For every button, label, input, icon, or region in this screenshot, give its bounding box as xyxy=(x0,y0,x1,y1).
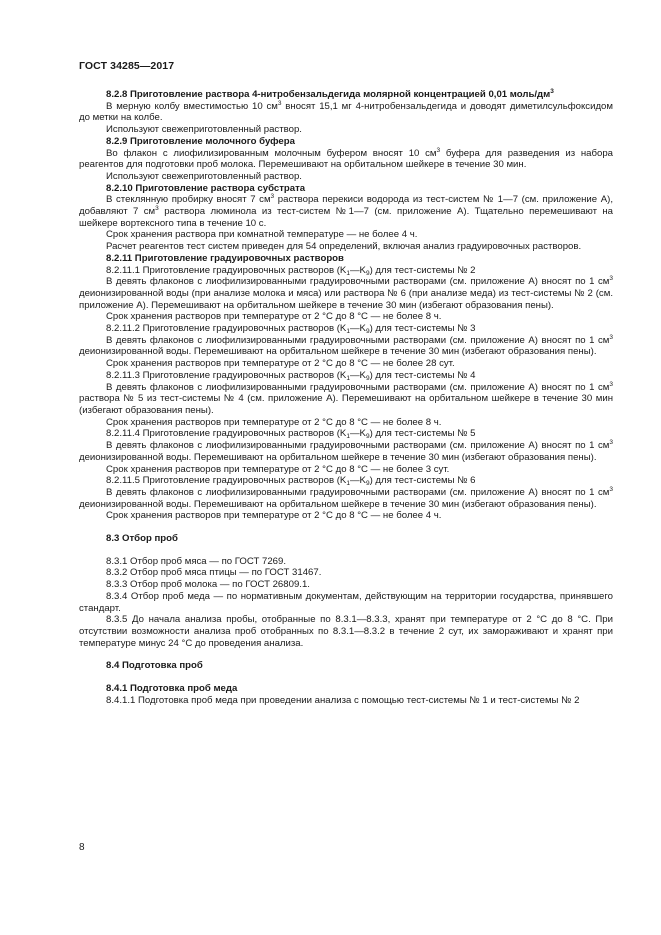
paragraph: 8.4.1.1 Подготовка проб меда при проведении анализа с помощью тест-системы № 1 и тест-системы № 2 xyxy=(106,694,580,706)
paragraph: В девять флаконов с лиофилизированными градуировочными растворами (см. приложение А) вносят по 1 $см^3$ раствора № 5 из тест-системы № 4 (см. приложение А). Перемешивают на орбитальном шейкере в течение 30 мин (избегают образования пены). xyxy=(79,380,613,416)
document-header: ГОСТ 34285—2017 xyxy=(79,60,175,72)
paragraph: 8.3.4 Отбор проб меда — по нормативным документам, действующим на территории государства, принявшего стандарт. xyxy=(79,590,613,614)
section-heading: 8.2.8 Приготовление раствора 4-нитробензальдегида молярной концентрацией 0,01 моль/$дм^3$ xyxy=(106,88,554,100)
section-heading: 8.4 Подготовка проб xyxy=(106,660,203,672)
paragraph: Срок хранения растворов при температуре от 2 °С до 8 °С — не более 28 сут. xyxy=(106,358,455,370)
subsection-heading: 8.2.11.4 Приготовление градуировочных растворов $(K_1—K_9)$ для тест-системы № 5 xyxy=(106,428,476,441)
section-heading: 8.4.1 Подготовка проб меда xyxy=(106,683,238,695)
subsection-heading: 8.2.11.2 Приготовление градуировочных растворов $(K_1—K_9)$ для тест-системы № 3 xyxy=(106,323,476,336)
paragraph: Используют свежеприготовленный раствор. xyxy=(106,170,302,182)
paragraph: Во флакон с лиофилизированным молочным буфером вносят 10 $см^3$ буфера для разведения из набора реагентов для подготовки проб молока. Перемешивают на орбитальном шейкере в течение 30 мин. xyxy=(79,146,613,171)
paragraph: Срок хранения растворов при температуре от 2 °С до 8 °С — не более 3 сут. xyxy=(106,463,450,475)
paragraph: Срок хранения растворов при температуре от 2 °С до 8 °С — не более 8 ч. xyxy=(106,311,442,323)
paragraph: В девять флаконов с лиофилизированными градуировочными растворами (см. приложение А) вносят по 1 $см^3$ деионизированной воды (при анализе молока и мяса) или раствора № 6 (при анализе меда) из тест-системы № 2 (см. приложение А). Перемешивают на орбитальном шейкере в течение 30 мин (избегают образования пены). xyxy=(79,275,613,311)
document-body xyxy=(79,89,613,706)
paragraph: Расчет реагентов тест систем приведен для 54 определений, включая анализ градуировочных растворов. xyxy=(106,241,582,253)
paragraph: 8.3.5 До начала анализа пробы, отобранные по 8.3.1—8.3.3, хранят при температуре от 2 °С до 8 °С. При отсутствии возможности анализа проб отобранных по 8.3.1—8.3.2 в течение 2 сут, их замораживают и хранят при температуре минус 24 °С до проведения анализа. xyxy=(79,614,613,649)
paragraph: В стеклянную пробирку вносят 7 $см^3$ раствора перекиси водорода из тест-систем № 1—7 (см. приложение А), добавляют 7 $см^3$ раствора люминола из тест-систем №1—7 (см. приложение А). Тщательно перемешивают на шейкере вортексного типа в течение 10 с. xyxy=(79,193,614,229)
section-heading: 8.2.9 Приготовление молочного буфера xyxy=(106,135,295,147)
paragraph: 8.3.2 Отбор проб мяса птицы — по ГОСТ 31467. xyxy=(106,567,322,579)
page-number: 8 xyxy=(79,842,85,853)
section-heading: 8.3 Отбор проб xyxy=(106,533,178,545)
paragraph: В девять флаконов с лиофилизированными градуировочными растворами (см. приложение А) вносят по 1 $см^3$ деионизированной воды. Перемешивают на орбитальном шейкере в течение 30 мин (избегают образования пены). xyxy=(79,333,613,358)
subsection-heading: 8.2.11.1 Приготовление градуировочных растворов $(K_1—K_9)$ для тест-системы № 2 xyxy=(106,264,476,277)
paragraph: 8.3.3 Отбор проб молока — по ГОСТ 26809.1. xyxy=(106,579,310,591)
subsection-heading: 8.2.11.3 Приготовление градуировочных растворов $(K_1—K_9)$ для тест-системы № 4 xyxy=(106,369,476,382)
subsection-heading: 8.2.11.5 Приготовление градуировочных растворов $(K_1—K_9)$ для тест-системы № 6 xyxy=(106,475,476,488)
paragraph: 8.3.1 Отбор проб мяса — по ГОСТ 7269. xyxy=(106,555,287,567)
paragraph: Срок хранения растворов при температуре от 2 °С до 8 °С — не более 8 ч. xyxy=(106,416,442,428)
paragraph: В девять флаконов с лиофилизированными градуировочными растворами (см. приложение А) вносят по 1 $см^3$ деионизированной воды. Перемешивают на орбитальном шейкере в течение 30 мин (избегают образования пены). xyxy=(79,485,613,510)
paragraph: Используют свежеприготовленный раствор. xyxy=(106,124,302,136)
paragraph: Срок хранения растворов при температуре от 2 °С до 8 °С — не более 4 ч. xyxy=(106,510,442,522)
section-heading: 8.2.10 Приготовление раствора субстрата xyxy=(106,182,306,194)
paragraph: Срок хранения раствора при комнатной температуре — не более 4 ч. xyxy=(106,229,418,241)
section-heading: 8.2.11 Приготовление градуировочных растворов xyxy=(106,252,344,264)
paragraph: В девять флаконов с лиофилизированными градуировочными растворами (см. приложение А) вносят по 1 $см^3$ деионизированной воды. Перемешивают на орбитальном шейкере в течение 30 мин (избегают образования пены). xyxy=(79,439,613,463)
paragraph: В мерную колбу вместимостью 10 $см^3$ вносят 15,1 мг 4-нитробензальдегида и доводят диметилсульфоксидом до метки на колбе. xyxy=(79,99,613,124)
